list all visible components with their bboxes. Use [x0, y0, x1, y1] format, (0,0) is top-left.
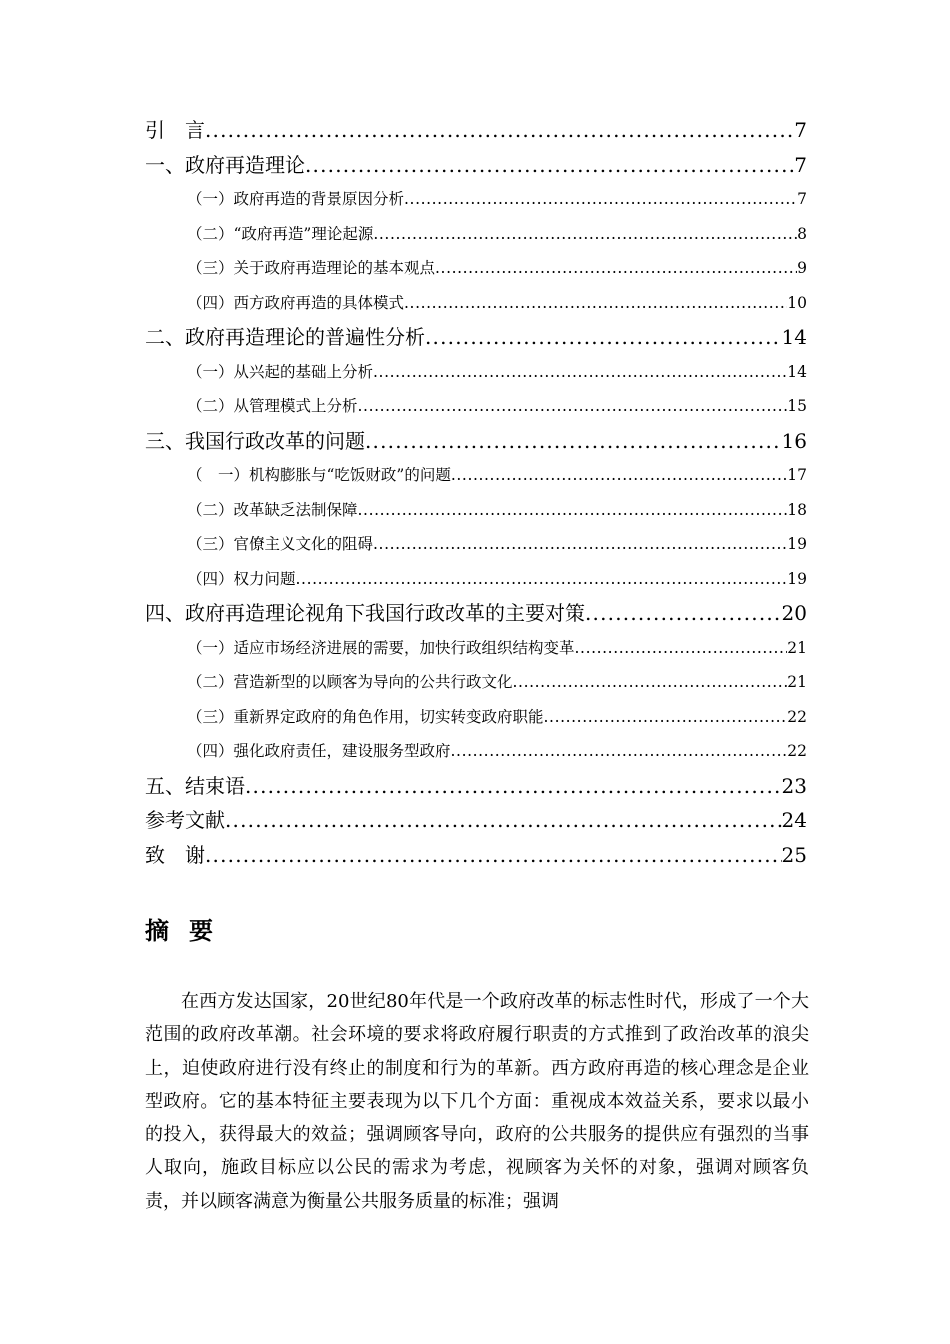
- toc-entry-title: （三）重新界定政府的角色作用，切实转变政府职能: [187, 707, 544, 726]
- toc-leader-dots: [435, 251, 797, 286]
- toc-subentry[interactable]: [145, 700, 807, 735]
- toc-leader-dots: [404, 286, 787, 321]
- toc-leader-dots: [544, 700, 788, 735]
- toc-entry-title: （四）强化政府责任，建设服务型政府: [187, 742, 451, 760]
- toc-leader-dots: [245, 769, 782, 804]
- toc-leader-dots: [513, 665, 788, 700]
- toc-subentry[interactable]: [145, 631, 807, 666]
- toc-entry-title: （一）适应市场经济进展的需要，加快行政组织结构变革: [187, 638, 575, 657]
- toc-leader-dots: [404, 182, 797, 217]
- toc-entry-page: 16: [781, 428, 807, 453]
- toc-subentry[interactable]: [145, 389, 807, 424]
- toc-entry[interactable]: [145, 320, 807, 355]
- toc-entry-page: 21: [787, 638, 807, 657]
- toc-entry-page: 14: [787, 362, 807, 381]
- toc-entry-title: （四）西方政府再造的具体模式: [187, 293, 405, 312]
- toc-entry-page: 9: [797, 259, 807, 277]
- toc-entry[interactable]: [145, 424, 807, 459]
- toc-leader-dots: [425, 320, 782, 355]
- toc-entry[interactable]: [145, 596, 807, 631]
- toc-subentry[interactable]: [145, 493, 807, 528]
- toc-leader-dots: [585, 596, 782, 631]
- toc-subentry[interactable]: [145, 182, 807, 217]
- toc-entry-title: 参考文献: [145, 808, 225, 832]
- toc-leader-dots: [365, 424, 782, 459]
- toc-entry-title: （一）政府再造的背景原因分析: [187, 190, 405, 208]
- toc-leader-dots: [205, 838, 782, 873]
- toc-entry-page: 19: [787, 535, 807, 553]
- toc-entry-title: （二）从管理模式上分析: [187, 397, 358, 415]
- toc-subentry[interactable]: [145, 665, 807, 700]
- toc-entry-page: 14: [781, 325, 807, 349]
- toc-entry-title: 四、政府再造理论视角下我国行政改革的主要对策: [145, 601, 585, 625]
- toc-entry[interactable]: [145, 803, 807, 838]
- toc-entry-page: 7: [794, 118, 807, 142]
- toc-entry-page: 8: [797, 224, 807, 243]
- toc-subentry[interactable]: [145, 458, 807, 493]
- toc-leader-dots: [225, 803, 782, 838]
- toc-entry-page: 24: [781, 808, 807, 832]
- toc-entry-page: 25: [781, 842, 807, 867]
- toc-leader-dots: [575, 631, 788, 666]
- toc-entry-page: 23: [781, 773, 807, 798]
- toc-subentry[interactable]: [145, 251, 807, 286]
- toc-entry-page: 10: [787, 293, 807, 312]
- toc-entry-page: 20: [781, 601, 807, 625]
- toc-entry-page: 21: [787, 673, 807, 691]
- toc-leader-dots: [373, 355, 787, 390]
- toc-leader-dots: [451, 458, 787, 493]
- toc-subentry[interactable]: [145, 355, 807, 390]
- toc-entry-title: （一）从兴起的基础上分析: [187, 362, 374, 381]
- toc-entry-title: （四）权力问题: [187, 569, 296, 588]
- table-of-contents: [145, 113, 807, 872]
- toc-entry-page: 15: [787, 397, 807, 415]
- toc-subentry[interactable]: [145, 286, 807, 321]
- toc-entry-title: 一、政府再造理论: [145, 152, 305, 177]
- toc-entry-page: 22: [787, 707, 807, 726]
- abstract-paragraph: 在西方发达国家，20世纪80年代是一个政府改革的标志性时代，形成了一个大范围的政府改革潮。社会环境的要求将政府履行职责的方式推到了政治改革的浪尖上，迫使政府进行没有终止的制度和行为的革新。西方政府再造的核心理念是企业型政府。它的基本特征主要表现为以下几个方面：重视成本效益关系，要求以最小的投入，获得最大的效益；强调顾客导向，政府的公共服务的提供应有强烈的当事人取向，施政目标应以公民的需求为考虑，视顾客为关怀的对象，强调对顾客负责，并以顾客满意为衡量公共服务质量的标准；强调: [145, 991, 809, 1212]
- toc-entry[interactable]: [145, 838, 807, 873]
- toc-entry-title: （二）“政府再造”理论起源: [187, 224, 374, 243]
- toc-entry-page: 18: [787, 500, 807, 519]
- toc-entry-title: （ 一）机构膨胀与“吃饭财政”的问题: [187, 466, 451, 484]
- toc-entry-title: （二）营造新型的以顾客为导向的公共行政文化: [187, 673, 513, 691]
- toc-subentry[interactable]: [145, 527, 807, 562]
- toc-entry-title: 三、我国行政改革的问题: [145, 428, 365, 453]
- toc-entry-page: 17: [787, 466, 807, 484]
- toc-entry-title: （二）改革缺乏法制保障: [187, 500, 358, 519]
- toc-leader-dots: [373, 527, 787, 562]
- toc-entry[interactable]: [145, 113, 807, 148]
- toc-entry-page: 7: [797, 190, 807, 208]
- abstract-heading: 摘要: [145, 917, 233, 945]
- toc-subentry[interactable]: [145, 734, 807, 769]
- toc-subentry[interactable]: [145, 562, 807, 597]
- toc-entry-page: 19: [787, 569, 807, 588]
- toc-leader-dots: [205, 113, 794, 148]
- toc-subentry[interactable]: [145, 217, 807, 252]
- toc-entry[interactable]: [145, 148, 807, 183]
- toc-leader-dots: [451, 734, 788, 769]
- toc-entry[interactable]: [145, 769, 807, 804]
- toc-leader-dots: [305, 148, 794, 183]
- toc-entry-title: （三）官僚主义文化的阻碍: [187, 535, 374, 553]
- toc-entry-title: 二、政府再造理论的普遍性分析: [145, 325, 425, 349]
- toc-leader-dots: [373, 217, 797, 252]
- toc-leader-dots: [358, 389, 788, 424]
- toc-entry-page: 7: [794, 152, 807, 177]
- toc-entry-page: 22: [787, 742, 807, 760]
- toc-leader-dots: [358, 493, 788, 528]
- toc-leader-dots: [296, 562, 788, 597]
- toc-entry-title: 五、结束语: [145, 773, 245, 798]
- toc-entry-title: （三）关于政府再造理论的基本观点: [187, 259, 436, 277]
- toc-entry-title: 致 谢: [145, 842, 205, 867]
- toc-entry-title: 引 言: [145, 118, 205, 142]
